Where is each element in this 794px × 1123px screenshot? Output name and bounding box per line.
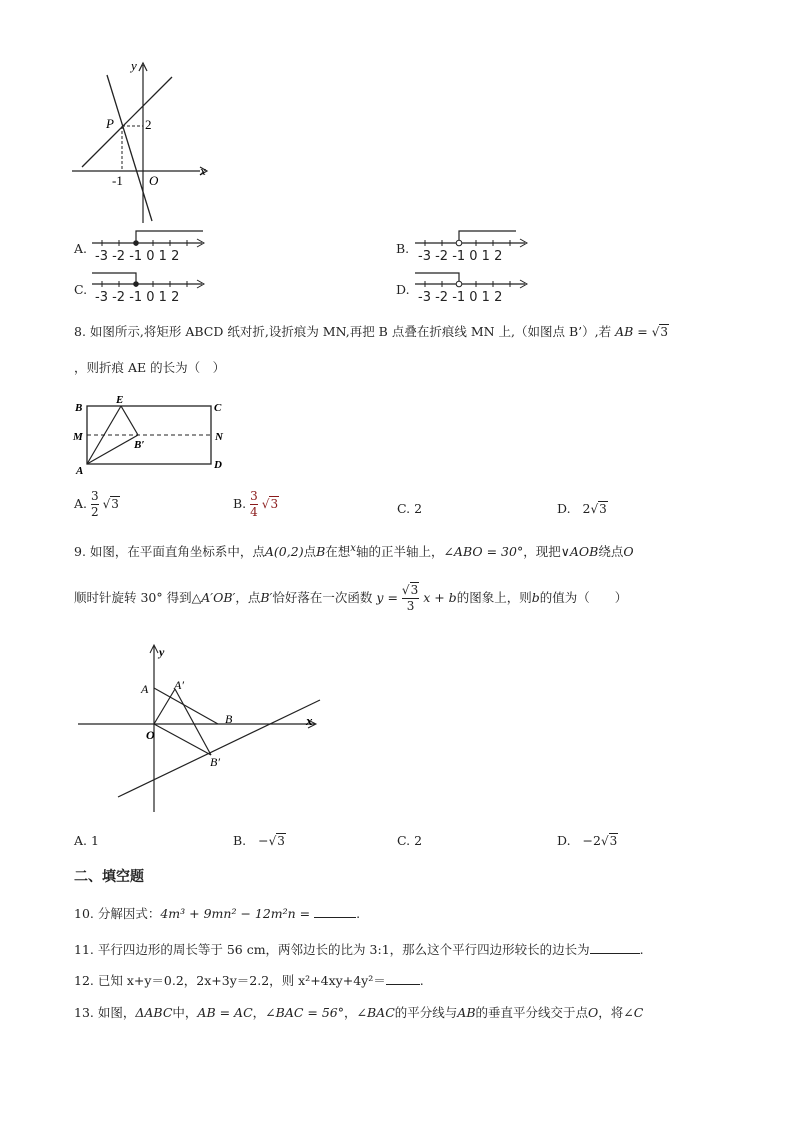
q9-option-d[interactable]: D. −2√3 xyxy=(557,833,618,848)
q8-line2: ，则折痕 AE 的长为（ ） xyxy=(74,360,226,375)
option-c-letter[interactable]: C. xyxy=(74,282,88,297)
option-a-letter[interactable]: A. xyxy=(74,241,88,256)
number-line-c-ticks: -3 -2 -1 0 1 2 xyxy=(95,290,180,305)
section-title: 二、填空题 xyxy=(74,869,144,885)
q8-option-b[interactable]: B. $\frac{3}{4}$ √3 xyxy=(233,489,279,519)
open-dot xyxy=(456,240,462,246)
number-line-a-ticks: -3 -2 -1 0 1 2 xyxy=(95,249,180,264)
q9-option-a[interactable]: A. 1 xyxy=(74,833,99,848)
origin-label: O xyxy=(149,173,159,188)
option-d-letter[interactable]: D. xyxy=(396,282,410,297)
neg-one-label: -1 xyxy=(112,173,123,188)
q8-option-d[interactable]: D. 2√3 xyxy=(557,501,607,516)
q9-a-prime-label: A′ xyxy=(174,678,184,692)
q9-coordinate-figure xyxy=(75,640,335,815)
option-b-letter[interactable]: B. xyxy=(396,241,410,256)
solid-dot xyxy=(133,240,139,246)
q8-eq-rad: √3 xyxy=(651,325,669,339)
p-label: P xyxy=(106,116,114,131)
q8-eq-sign: = xyxy=(637,324,648,339)
answer-blank[interactable] xyxy=(590,953,640,954)
number-line-b-ticks: -3 -2 -1 0 1 2 xyxy=(418,249,503,264)
top-graph xyxy=(60,55,220,225)
q10: 10. 分解因式：4m³ + 9mn² − 12m²n = . xyxy=(74,906,361,921)
q8-stem: 8. 如图所示,将矩形 ABCD 纸对折,设折痕为 MN,再把 B 点叠在折痕线 MN 上,（如图点 B’）,若 xyxy=(74,324,612,339)
q9-b-prime-label: B′ xyxy=(210,755,220,769)
label-b-prime: B′ xyxy=(134,439,145,451)
q9-x-label: x xyxy=(306,713,313,728)
q8-option-a[interactable]: A. $\frac{3}{2}$ √3 xyxy=(74,489,119,519)
label-b: B xyxy=(75,402,83,414)
answer-blank[interactable] xyxy=(314,917,356,918)
q8-line1 xyxy=(74,326,669,339)
label-c: C xyxy=(214,402,222,414)
q9-o-label: O xyxy=(146,728,155,742)
q9-line1: 9. 如图，在平面直角坐标系中，点A(0,2)点B在想$^x$轴的正半轴上，∠ABO = 30°，现把∨AOB绕点O xyxy=(74,543,634,560)
solid-dot xyxy=(133,281,139,287)
q8-rectangle-figure xyxy=(70,396,230,476)
q12: 12. 已知 x+y＝0.2，2x+3y＝2.2，则 x²+4xy+4y²＝ . xyxy=(74,973,424,988)
q9-option-b[interactable]: B. −√3 xyxy=(233,833,285,848)
label-e: E xyxy=(116,396,124,406)
open-dot xyxy=(456,281,462,287)
number-line-d-ticks: -3 -2 -1 0 1 2 xyxy=(418,290,503,305)
label-a: A xyxy=(76,465,84,476)
label-n: N xyxy=(215,431,223,443)
two-label: 2 xyxy=(145,117,152,132)
q8-eq-lhs: AB xyxy=(615,324,634,339)
q11: 11. 平行四边形的周长等于 56 cm，两邻边长的比为 3:1，那么这个平行四边形较长的边长为 . xyxy=(74,942,644,957)
y-label: y xyxy=(131,58,137,73)
line-l1 xyxy=(82,77,172,167)
answer-blank[interactable] xyxy=(386,984,420,985)
q9-y-label: y xyxy=(159,645,165,659)
q9-a-label: A xyxy=(141,682,149,696)
x-label: x xyxy=(200,163,206,178)
q9-b-label: B xyxy=(225,712,233,726)
q9-option-c[interactable]: C. 2 xyxy=(397,833,423,848)
label-m: M xyxy=(73,431,83,443)
q8-option-c[interactable]: C. 2 xyxy=(397,501,423,516)
line-l2 xyxy=(107,75,152,221)
q9-line2: 顺时针旋转 30° 得到△A′OB′，点B′恰好落在一次函数 y = $\frac{√3}{3}$ x + b的图象上，则b的值为（ ） xyxy=(74,583,628,613)
label-d: D xyxy=(214,459,222,471)
q13: 13. 如图，ΔABC中，AB = AC，∠BAC = 56°，∠BAC的平分线与AB的垂直平分线交于点O，将∠C xyxy=(74,1005,644,1020)
